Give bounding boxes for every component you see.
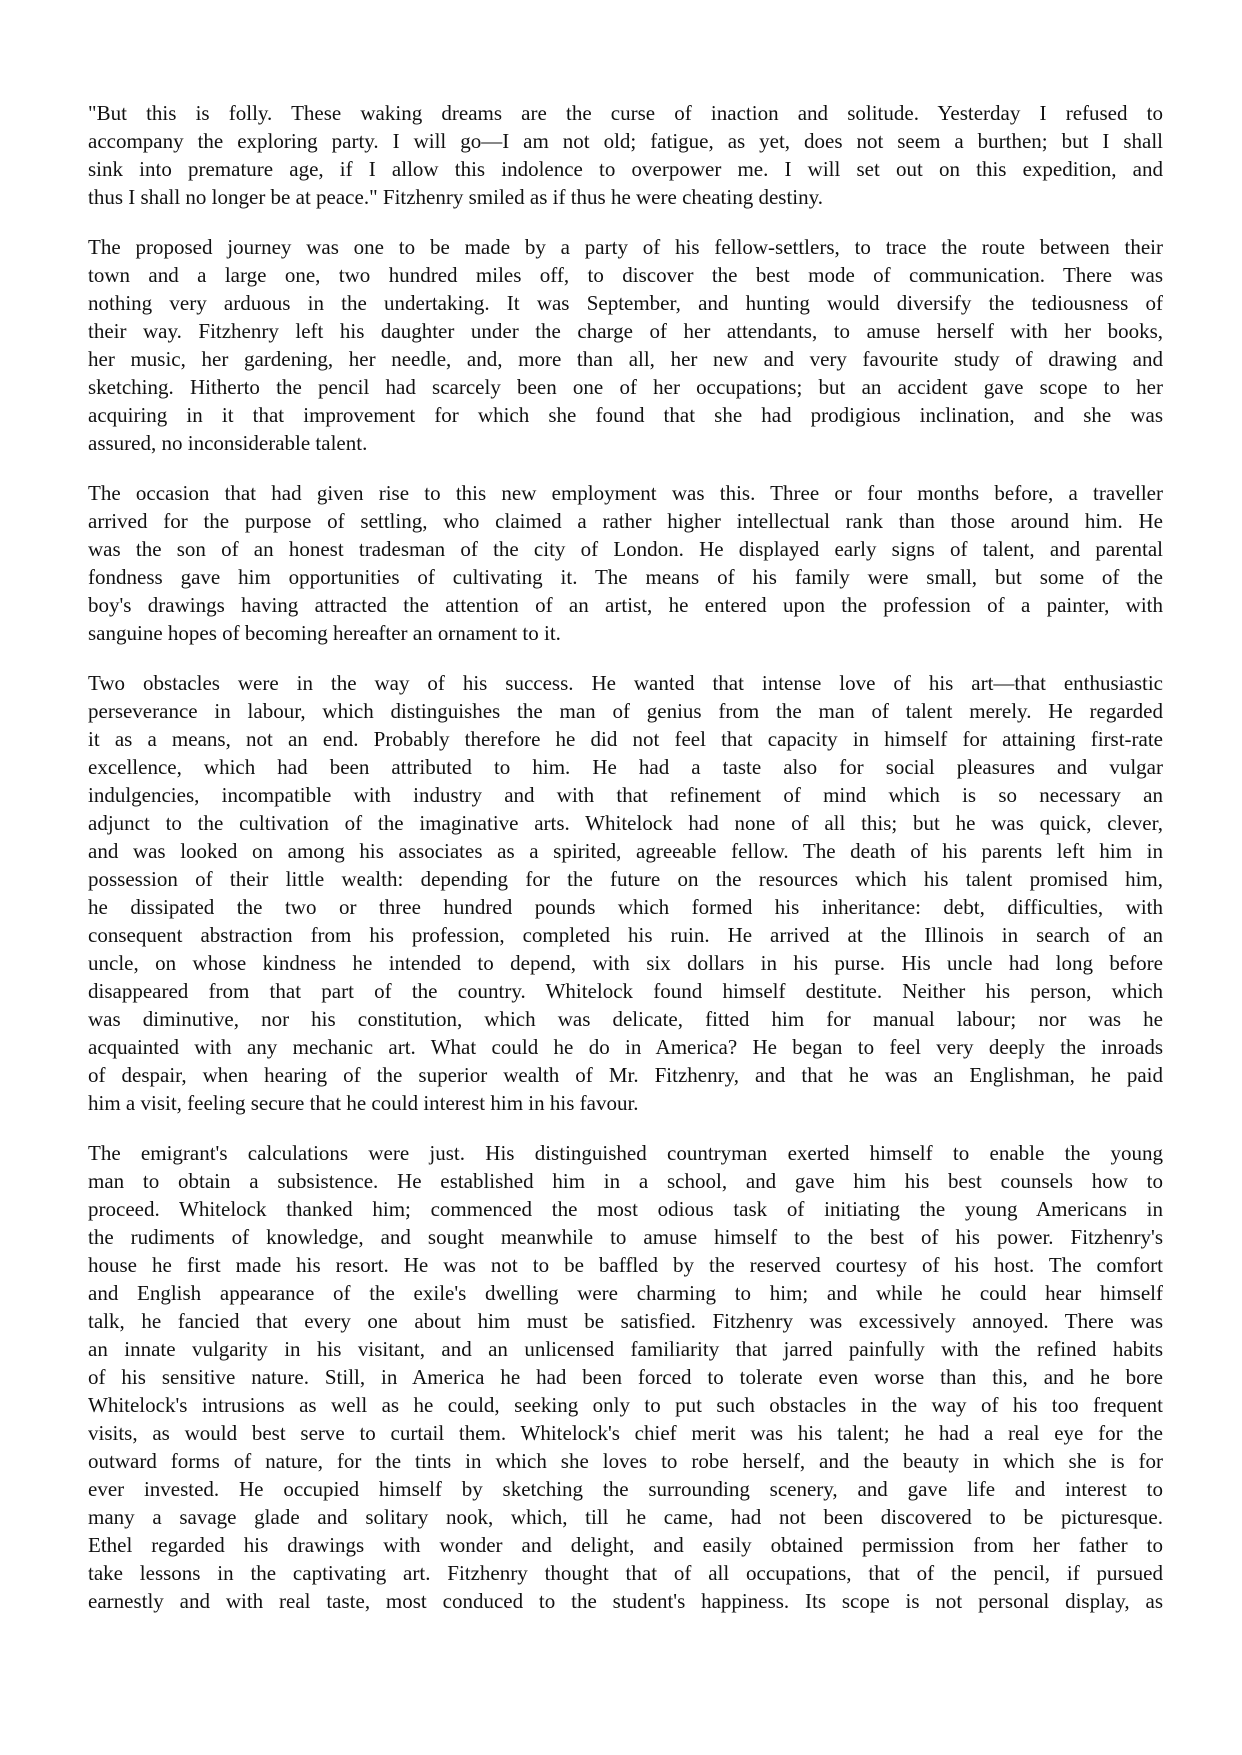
text-line: Whitelock's intrusions as well as he could, seeking only to put such obstacles in the way of his too frequent bbox=[88, 1393, 1163, 1417]
text-line: talk, he fancied that every one about him must be satisfied. Fitzhenry was excessively annoyed. There was bbox=[88, 1309, 1163, 1333]
text-line: "But this is folly. These waking dreams are the curse of inaction and solitude. Yesterday I refused to bbox=[88, 101, 1163, 125]
text-line: was the son of an honest tradesman of the city of London. He displayed early signs of talent, and parental bbox=[88, 537, 1163, 561]
text-line: of his sensitive nature. Still, in America he had been forced to tolerate even worse than this, and he bore bbox=[88, 1365, 1163, 1389]
text-line: disappeared from that part of the country. Whitelock found himself destitute. Neither his person, which bbox=[88, 979, 1163, 1003]
text-line: earnestly and with real taste, most conduced to the student's happiness. Its scope is not personal display, as bbox=[88, 1589, 1163, 1613]
text-line: he dissipated the two or three hundred pounds which formed his inheritance: debt, difficulties, with bbox=[88, 895, 1163, 919]
text-line: it as a means, not an end. Probably therefore he did not feel that capacity in himself for attaining first-rate bbox=[88, 727, 1163, 751]
text-line: boy's drawings having attracted the attention of an artist, he entered upon the profession of a painter, with bbox=[88, 593, 1163, 617]
text-line: sanguine hopes of becoming hereafter an ornament to it. bbox=[88, 621, 561, 645]
text-line: acquainted with any mechanic art. What could he do in America? He began to feel very deeply the inroads bbox=[88, 1035, 1163, 1059]
text-line: visits, as would best serve to curtail them. Whitelock's chief merit was his talent; he had a real eye for the bbox=[88, 1421, 1163, 1445]
paragraph bbox=[88, 233, 1163, 457]
text-line: assured, no inconsiderable talent. bbox=[88, 431, 368, 455]
text-line: house he first made his resort. He was not to be baffled by the reserved courtesy of his host. The comfort bbox=[88, 1253, 1163, 1277]
text-line: was diminutive, nor his constitution, which was delicate, fitted him for manual labour; nor was he bbox=[88, 1007, 1163, 1031]
paragraph bbox=[88, 1139, 1163, 1615]
paragraph bbox=[88, 99, 1163, 211]
document-page bbox=[88, 99, 1163, 1637]
text-line: thus I shall no longer be at peace." Fitzhenry smiled as if thus he were cheating destiny. bbox=[88, 185, 823, 209]
text-line: take lessons in the captivating art. Fitzhenry thought that of all occupations, that of the pencil, if pursued bbox=[88, 1561, 1163, 1585]
text-line: fondness gave him opportunities of cultivating it. The means of his family were small, but some of the bbox=[88, 565, 1163, 589]
text-line: The emigrant's calculations were just. His distinguished countryman exerted himself to enable the young bbox=[88, 1141, 1163, 1165]
paragraph bbox=[88, 669, 1163, 1117]
text-line: outward forms of nature, for the tints in which she loves to robe herself, and the beauty in which she is for bbox=[88, 1449, 1163, 1473]
text-line: The occasion that had given rise to this new employment was this. Three or four months before, a traveller bbox=[88, 481, 1163, 505]
paragraph bbox=[88, 479, 1163, 647]
text-line: arrived for the purpose of settling, who claimed a rather higher intellectual rank than those around him. He bbox=[88, 509, 1163, 533]
text-line: the rudiments of knowledge, and sought meanwhile to amuse himself to the best of his power. Fitzhenry's bbox=[88, 1225, 1163, 1249]
text-line: town and a large one, two hundred miles off, to discover the best mode of communication. There was bbox=[88, 263, 1163, 287]
text-line: of despair, when hearing of the superior wealth of Mr. Fitzhenry, and that he was an Englishman, he paid bbox=[88, 1063, 1163, 1087]
text-line: her music, her gardening, her needle, and, more than all, her new and very favourite study of drawing and bbox=[88, 347, 1163, 371]
text-line: excellence, which had been attributed to him. He had a taste also for social pleasures and vulgar bbox=[88, 755, 1163, 779]
text-line: Two obstacles were in the way of his success. He wanted that intense love of his art—that enthusiastic bbox=[88, 671, 1163, 695]
text-line: ever invested. He occupied himself by sketching the surrounding scenery, and gave life and interest to bbox=[88, 1477, 1163, 1501]
text-line: The proposed journey was one to be made by a party of his fellow-settlers, to trace the route between their bbox=[88, 235, 1163, 259]
text-line: adjunct to the cultivation of the imaginative arts. Whitelock had none of all this; but he was quick, clever, bbox=[88, 811, 1163, 835]
text-line: their way. Fitzhenry left his daughter under the charge of her attendants, to amuse herself with her books, bbox=[88, 319, 1163, 343]
text-line: consequent abstraction from his profession, completed his ruin. He arrived at the Illinois in search of an bbox=[88, 923, 1163, 947]
text-line: indulgencies, incompatible with industry and with that refinement of mind which is so necessary an bbox=[88, 783, 1163, 807]
text-line: nothing very arduous in the undertaking. It was September, and hunting would diversify the tediousness of bbox=[88, 291, 1163, 315]
text-line: an innate vulgarity in his visitant, and an unlicensed familiarity that jarred painfully with the refined habits bbox=[88, 1337, 1163, 1361]
text-line: many a savage glade and solitary nook, which, till he came, had not been discovered to be picturesque. bbox=[88, 1505, 1163, 1529]
text-line: accompany the exploring party. I will go—I am not old; fatigue, as yet, does not seem a burthen; but I shall bbox=[88, 129, 1163, 153]
text-line: perseverance in labour, which distinguishes the man of genius from the man of talent merely. He regarded bbox=[88, 699, 1163, 723]
text-line: possession of their little wealth: depending for the future on the resources which his talent promised him, bbox=[88, 867, 1163, 891]
text-line: proceed. Whitelock thanked him; commenced the most odious task of initiating the young Americans in bbox=[88, 1197, 1163, 1221]
text-line: man to obtain a subsistence. He established him in a school, and gave him his best counsels how to bbox=[88, 1169, 1163, 1193]
text-line: uncle, on whose kindness he intended to depend, with six dollars in his purse. His uncle had long before bbox=[88, 951, 1163, 975]
text-line: sink into premature age, if I allow this indolence to overpower me. I will set out on this expedition, and bbox=[88, 157, 1163, 181]
text-line: and English appearance of the exile's dwelling were charming to him; and while he could hear himself bbox=[88, 1281, 1163, 1305]
text-line: and was looked on among his associates as a spirited, agreeable fellow. The death of his parents left him in bbox=[88, 839, 1163, 863]
text-line: sketching. Hitherto the pencil had scarcely been one of her occupations; but an accident gave scope to her bbox=[88, 375, 1163, 399]
text-line: acquiring in it that improvement for which she found that she had prodigious inclination, and she was bbox=[88, 403, 1163, 427]
text-line: Ethel regarded his drawings with wonder and delight, and easily obtained permission from her father to bbox=[88, 1533, 1163, 1557]
text-line: him a visit, feeling secure that he could interest him in his favour. bbox=[88, 1091, 639, 1115]
